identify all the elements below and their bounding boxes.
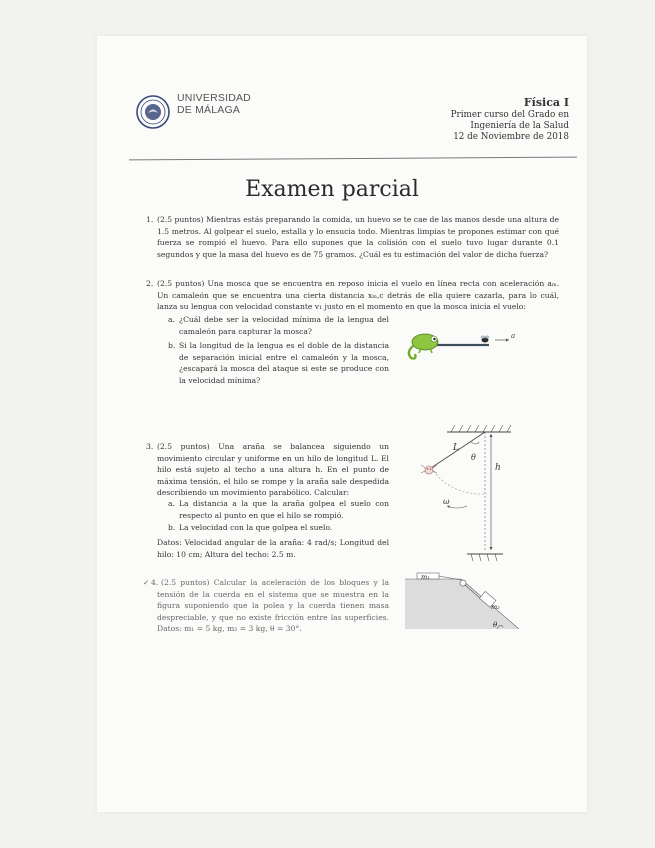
course-line-1: Primer curso del Grado en: [450, 110, 569, 120]
question-3a-label: a.: [168, 499, 175, 508]
m1-label: m₁: [421, 573, 430, 581]
header-divider: [129, 157, 577, 161]
question-3b: [168, 522, 389, 534]
question-3a: [168, 498, 389, 521]
question-2-number: 2.: [146, 279, 154, 288]
length-label: L: [453, 443, 459, 453]
question-2b-label: b.: [168, 341, 176, 350]
angle-label: θ: [471, 453, 476, 462]
m2-label: m₂: [491, 603, 500, 611]
height-label: h: [495, 463, 501, 473]
question-1-number: 1.: [146, 215, 154, 224]
question-3-number: 3.: [146, 442, 154, 451]
university-logo: [135, 94, 171, 134]
course-info: [451, 96, 569, 143]
exam-title: Examen parcial: [245, 177, 419, 202]
exam-page: [97, 36, 587, 812]
question-4-mark: ✓: [143, 578, 150, 587]
chameleon-figure: [403, 326, 523, 370]
acceleration-label: a: [511, 332, 516, 340]
question-3-data: Datos: Velocidad angular de la araña: 4 rad/s; Longitud del hilo: 10 cm; Altura del techo: 2.5 m.: [157, 538, 389, 559]
chameleon-icon: [409, 334, 438, 359]
exam-date: 12 de Noviembre de 2018: [453, 132, 569, 142]
question-1-text: (2.5 puntos) Mientras estás preparando la comida, un huevo se te cae de las manos desde una altura de 1.5 metros. Al golpear el suelo, estalla y lo ensucia todo. Mientras limpias te propones estimar con qué fuerza se rompió el huevo. Para ello supones que la colisión con el suelo tuvo lugar durante 0.1 segundos y que la masa del huevo es de 75 gramos. ¿Cuál es tu estimación del valor de dicha fuerza?: [157, 215, 559, 259]
question-3a-text: La distancia a la que la araña golpea el suelo con respecto al punto en que el hilo se rompió.: [179, 499, 389, 520]
question-2a: [168, 314, 389, 337]
question-4-text: (2.5 puntos) Calcular la aceleración de los bloques y la tensión de la cuerda en el sistema que se muestra en la figura suponiendo que la polea y la cuerda tienen masa despreciable, y que no existe fricción entre las superficies. Datos: m₁ = 5 kg, m₂ = 3 kg, θ = 30°.: [157, 578, 389, 633]
question-2-text: (2.5 puntos) Una mosca que se encuentra en reposo inicia el vuelo en línea recta con aceleración aₘ. Un camaleón que se encuentra una cierta distancia xₘ,c detrás de ella quiere cazarla, para lo cuál, lanza su lengua con velocidad constante v₁ justo en el momento en que la mosca inicia el vuelo:: [157, 279, 559, 311]
question-4-number: 4.: [151, 578, 159, 587]
question-2b: [168, 340, 389, 386]
question-3-text: (2.5 puntos) Una araña se balancea siguiendo un movimiento circular y uniforme en un hilo de longitud L. El hilo está sujeto al techo a una altura h. En el punto de máxima tensión, el hilo se rompe y la araña sale despedida describiendo un movimiento parabólico. Calcular:: [157, 442, 389, 497]
question-3b-text: La velocidad con la que golpea el suelo.: [179, 523, 333, 532]
subject-title: Física I: [523, 96, 569, 109]
incline-pulley-figure: [403, 569, 521, 637]
question-3b-label: b.: [168, 523, 176, 532]
question-2: [146, 278, 559, 313]
university-name: [177, 92, 251, 116]
spider-pendulum-figure: [407, 424, 517, 568]
course-line-2: Ingeniería de la Salud: [470, 121, 569, 131]
question-3: [146, 441, 389, 499]
fly-icon: [481, 336, 490, 343]
omega-label: ω: [443, 497, 450, 506]
question-4: [143, 577, 389, 635]
university-line-1: UNIVERSIDAD: [177, 92, 251, 104]
university-line-2: DE MÁLAGA: [177, 104, 241, 116]
theta-label: θ: [493, 621, 498, 629]
question-2a-label: a.: [168, 315, 175, 324]
question-2a-text: ¿Cuál debe ser la velocidad mínima de la lengua del camaleón para capturar la mosca?: [179, 315, 389, 336]
question-2b-text: Si la longitud de la lengua es el doble de la distancia de separación inicial entre el camaleón y la mosca, ¿escapará la mosca del ataque si este se produce con la velocidad mínima?: [179, 341, 389, 385]
question-1: [146, 214, 559, 260]
